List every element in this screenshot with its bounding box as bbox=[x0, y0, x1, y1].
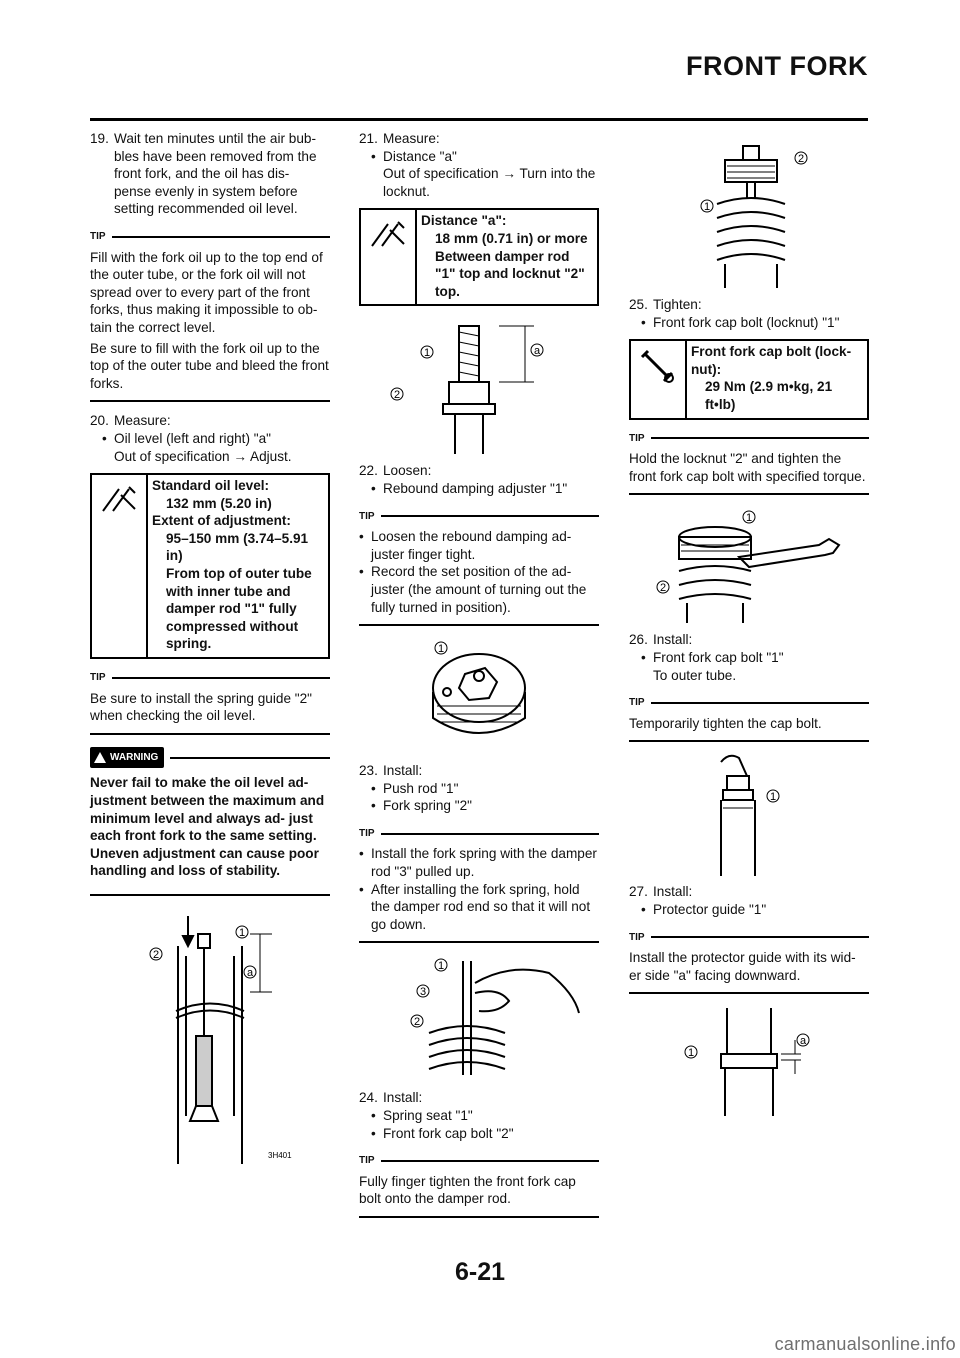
page-title: FRONT FORK bbox=[686, 51, 868, 81]
svg-text:1: 1 bbox=[688, 1047, 695, 1060]
step-21: 21. Measure: bbox=[359, 131, 440, 146]
tip-label: TIP bbox=[359, 1155, 375, 1167]
svg-text:a: a bbox=[534, 345, 541, 358]
svg-text:1: 1 bbox=[424, 347, 431, 360]
tip-text: Be sure to fill with the fork oil up to the top of the outer tube and bleed the front forks. bbox=[90, 340, 329, 391]
svg-text:1: 1 bbox=[746, 512, 753, 525]
tip-text: Fully finger tighten the front fork cap bolt onto the damper rod. bbox=[359, 1173, 576, 1207]
warning-badge: WARNING bbox=[90, 747, 164, 769]
tip-text: • Loosen the rebound damping ad- juster finger tight. bbox=[359, 528, 599, 563]
tip-text: Hold the locknut "2" and tighten the front fork cap bolt with specified torque. bbox=[629, 451, 866, 484]
tip-label: TIP bbox=[90, 672, 106, 684]
sub-text: Out of specification → Adjust. bbox=[114, 448, 292, 464]
step-23: 23. Install: bbox=[359, 763, 423, 779]
svg-text:2: 2 bbox=[660, 582, 667, 595]
tip-label: TIP bbox=[629, 931, 645, 943]
svg-text:1: 1 bbox=[704, 201, 711, 213]
column-1 bbox=[90, 130, 330, 1172]
tip-text: Be sure to install the spring guide "2" when checking the oil level. bbox=[90, 690, 312, 724]
measure-icon bbox=[361, 210, 417, 304]
bullet-item: • Front fork cap bolt "1" bbox=[641, 649, 869, 667]
rebound-adjuster-figure bbox=[359, 636, 599, 756]
figure-code: 3H401 bbox=[268, 1150, 292, 1160]
bullet-item: • Front fork cap bolt (locknut) "1" bbox=[641, 314, 869, 332]
page-number: 6-21 bbox=[454, 1258, 506, 1286]
svg-text:1: 1 bbox=[239, 926, 246, 939]
tip-box bbox=[90, 228, 330, 402]
column-2 bbox=[359, 130, 599, 1228]
svg-text:3: 3 bbox=[420, 986, 427, 999]
svg-text:2: 2 bbox=[414, 1016, 421, 1029]
step-24: 24. Install: bbox=[359, 1090, 423, 1106]
tip-box bbox=[629, 929, 869, 995]
step-19: 19. Wait ten minutes until the air bub- bles have been removed from the front fork, and the oil has dis- pense evenly in system before setting recommended oil level. bbox=[90, 131, 317, 217]
bullet-item: • Rebound damping adjuster "1" bbox=[371, 480, 599, 498]
sub-text: Out of specification → Turn into the locknut. bbox=[383, 166, 596, 199]
warning-text: Never fail to make the oil level ad- justment between the maximum and minimum level and always ad- just each front fork to the same setting. Uneven adjustment can cause poor handling and loss of stability. bbox=[90, 775, 325, 879]
warning-box bbox=[90, 747, 330, 896]
bullet-item: • Spring seat "1" bbox=[371, 1107, 599, 1125]
tip-text: • Install the fork spring with the damper rod "3" pulled up. bbox=[359, 845, 599, 880]
tip-text: Temporarily tighten the cap bolt. bbox=[629, 715, 822, 731]
watermark: carmanualsonline.info bbox=[774, 1334, 956, 1355]
measure-icon bbox=[92, 475, 148, 657]
protector-guide-figure bbox=[629, 1004, 869, 1119]
tip-label: TIP bbox=[629, 432, 645, 444]
tip-text: • After installing the fork spring, hold the damper rod end so that it will not go down. bbox=[359, 881, 599, 934]
svg-text:2: 2 bbox=[153, 948, 160, 961]
tip-box bbox=[629, 694, 869, 742]
tip-box bbox=[90, 669, 330, 735]
bullet-item: • Distance "a" bbox=[371, 148, 599, 166]
column-3 bbox=[629, 140, 869, 1125]
svg-text:1: 1 bbox=[438, 960, 445, 973]
svg-text:a: a bbox=[247, 966, 254, 979]
sub-text: To outer tube. bbox=[653, 667, 737, 683]
tip-box bbox=[359, 508, 599, 627]
bullet-item: • Front fork cap bolt "2" bbox=[371, 1125, 599, 1143]
svg-text:1: 1 bbox=[770, 791, 777, 804]
bullet-item: • Push rod "1" bbox=[371, 780, 599, 798]
tip-text: Install the protector guide with its wid- er side "a" facing downward. bbox=[629, 950, 856, 983]
tip-label: TIP bbox=[90, 230, 106, 242]
step-26: 26. Install: bbox=[629, 632, 693, 648]
wrench-locknut-figure bbox=[629, 505, 869, 625]
spec-box: Front fork cap bolt (lock- nut): 29 Nm (2.9 m•kg, 21 ft•lb) bbox=[629, 339, 869, 419]
step-27: 27. Install: bbox=[629, 884, 693, 900]
tip-label: TIP bbox=[359, 827, 375, 839]
svg-text:a: a bbox=[800, 1035, 807, 1048]
damper-rod-locknut-figure bbox=[359, 316, 599, 456]
bullet-item: • Protector guide "1" bbox=[641, 901, 869, 919]
tip-box bbox=[359, 825, 599, 944]
step-20: 20. Measure: bbox=[90, 413, 171, 429]
tip-box bbox=[359, 1152, 599, 1218]
svg-text:1: 1 bbox=[438, 643, 445, 656]
spec-box: Distance "a": 18 mm (0.71 in) or more Between damper rod "1" top and locknut "2" top. bbox=[359, 208, 599, 306]
fork-oil-level-figure bbox=[90, 906, 330, 1166]
tip-label: TIP bbox=[359, 510, 375, 522]
cap-bolt-outer-tube-figure bbox=[629, 752, 869, 877]
bullet-item: • Oil level (left and right) "a" bbox=[102, 430, 330, 448]
cap-bolt-spring-figure bbox=[629, 140, 869, 290]
fork-spring-install-figure bbox=[359, 953, 599, 1083]
title-rule bbox=[90, 118, 868, 121]
svg-text:2: 2 bbox=[798, 153, 805, 165]
svg-text:2: 2 bbox=[394, 389, 401, 402]
step-25: 25. Tighten: bbox=[629, 297, 702, 312]
bullet-item: • Fork spring "2" bbox=[371, 797, 599, 815]
tip-label: TIP bbox=[629, 697, 645, 709]
tip-text: Fill with the fork oil up to the top end of the outer tube, or the fork oil will not spread over to every part of the front forks, thus making it impossible to ob- tain the correct level. bbox=[90, 249, 323, 335]
step-22: 22. Loosen: bbox=[359, 463, 432, 479]
spec-box: Standard oil level: 132 mm (5.20 in) Extent of adjustment: 95–150 mm (3.74–5.91 in) From top of outer tube with inner tube and damper rod "1" fully compressed without spring. bbox=[90, 473, 330, 659]
torque-wrench-icon bbox=[631, 341, 687, 417]
tip-text: • Record the set position of the ad- juster (the amount of turning out the fully turned in position). bbox=[359, 563, 599, 616]
warning-icon bbox=[94, 752, 106, 763]
tip-box bbox=[629, 430, 869, 496]
